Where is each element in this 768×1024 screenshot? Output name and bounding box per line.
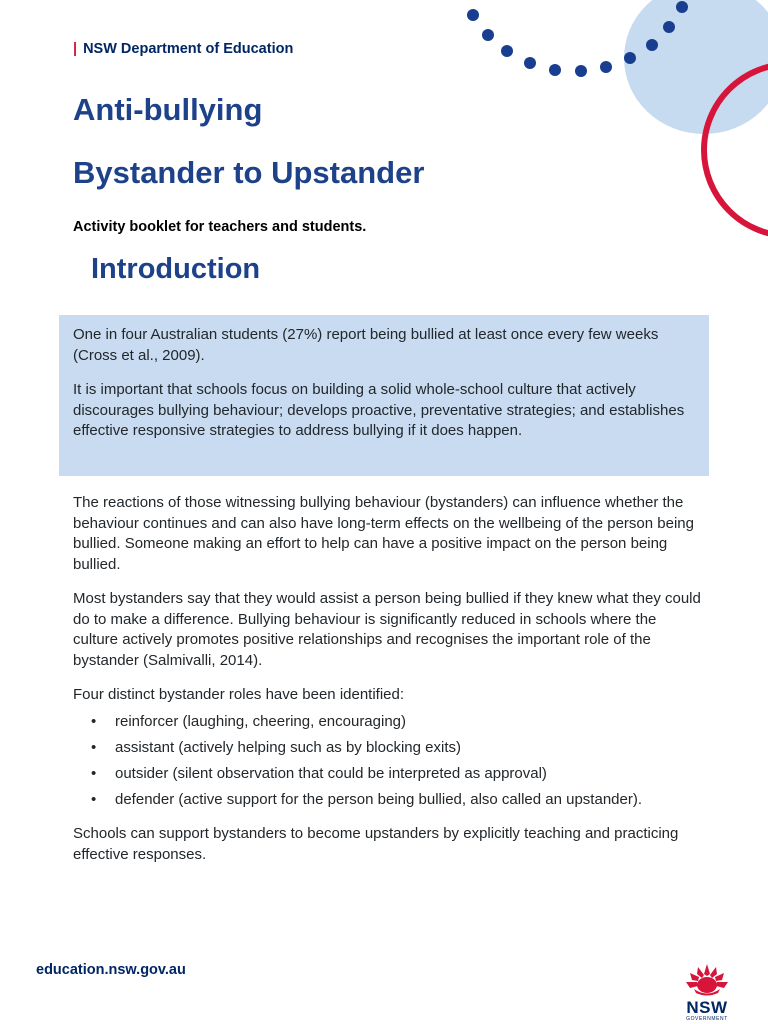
list-item: • reinforcer (laughing, cheering, encouraging) — [115, 712, 703, 733]
light-blue-circle — [624, 0, 768, 134]
waratah-flower-icon — [682, 962, 732, 996]
department-name — [73, 41, 293, 57]
roles-intro: Four distinct bystander roles have been identified: — [73, 686, 405, 703]
booklet-description: Activity booklet for teachers and students. — [73, 219, 367, 235]
nsw-government-logo — [676, 962, 738, 1024]
callout-paragraph: It is important that schools focus on building a solid whole-school culture that actively discourages bullying behaviour; develops proactive, preventative strategies; and establishes effective responsive strategies to address bullying if it does happen. — [73, 381, 685, 439]
document-subtitle-title: Bystander to Upstander — [73, 155, 425, 190]
section-heading-introduction: Introduction — [91, 253, 261, 285]
body-paragraph: The reactions of those witnessing bullying behaviour (bystanders) can influence whether the behaviour continues and can also have long-term effects on the wellbeing of the person being bullied. Someone making an effort to help can have a positive impact on the person being bullied. — [73, 494, 694, 573]
logo-subtext: GOVERNMENT — [686, 1016, 728, 1022]
logo-wordmark: NSW — [686, 998, 728, 1017]
bystander-roles-list — [73, 712, 703, 811]
list-item: • defender (active support for the person being bullied, also called an upstander). — [115, 790, 703, 811]
body-paragraph: Most bystanders say that they would assist a person being bullied if they knew what they could do to make a difference. Bullying behaviour is significantly reduced in schools where the culture actively promotes positive relationships and recognises the important role of the bystander (Salmivalli, 2014). — [73, 590, 701, 669]
footer-website-link[interactable]: education.nsw.gov.au — [36, 962, 186, 978]
body-text — [73, 493, 703, 879]
callout-paragraph: One in four Australian students (27%) report being bullied at least once every few weeks (Cross et al., 2009). — [73, 326, 659, 364]
list-item: • assistant (actively helping such as by blocking exits) — [115, 738, 703, 759]
closing-paragraph: Schools can support bystanders to become upstanders by explicitly teaching and practicing effective responses. — [73, 825, 679, 863]
red-bar-icon: | — [73, 41, 78, 57]
department-name-text: NSW Department of Education — [83, 41, 294, 57]
statistics-callout — [59, 315, 709, 476]
list-item: • outsider (silent observation that could be interpreted as approval) — [115, 764, 703, 785]
document-title: Anti-bullying — [73, 92, 263, 127]
